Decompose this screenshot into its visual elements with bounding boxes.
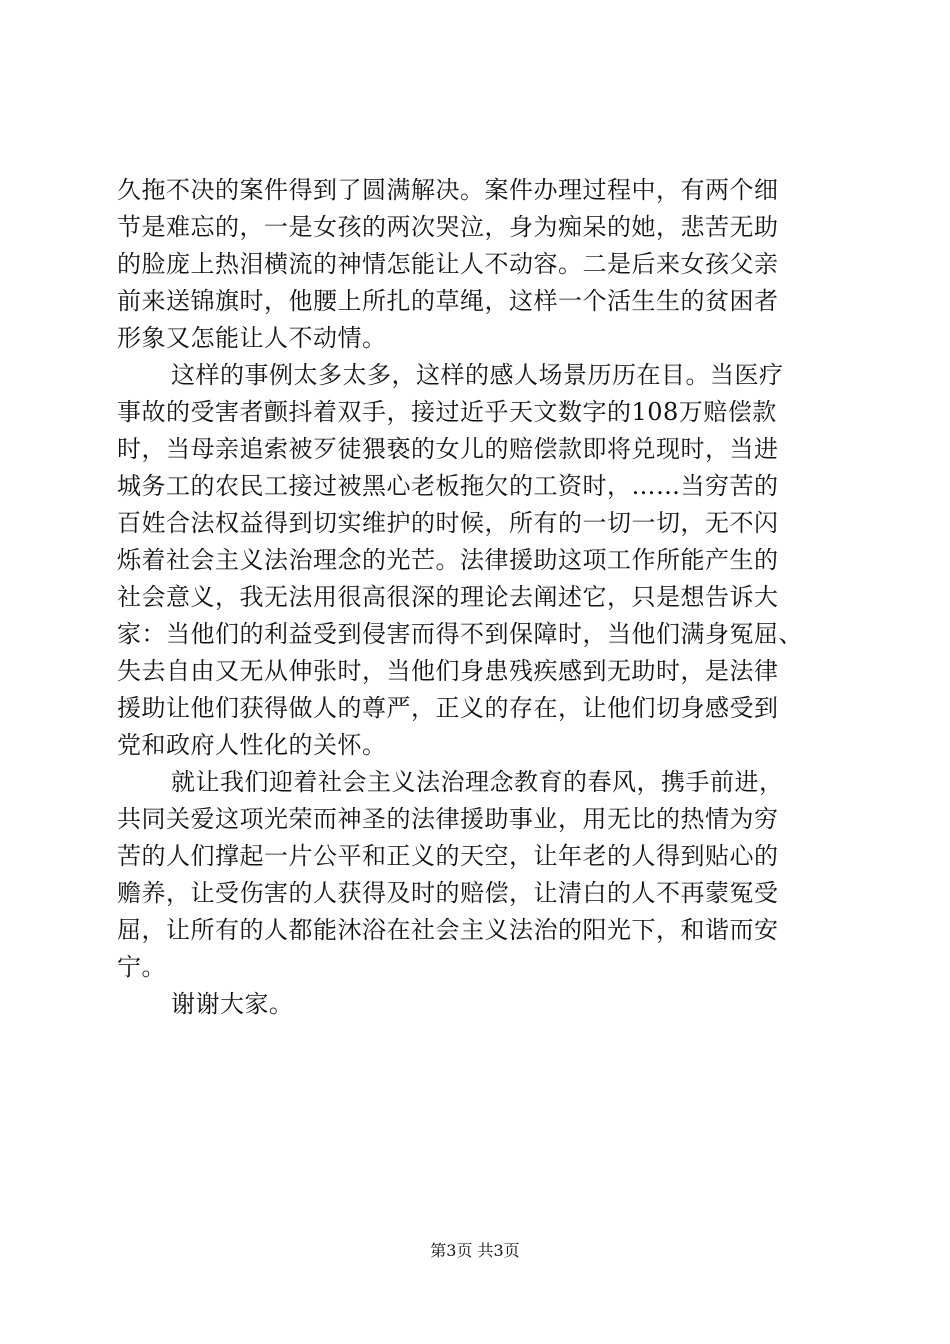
- body-text: [117, 172, 832, 1023]
- text-line: 节是难忘的，一是女孩的两次哭泣，身为痴呆的她，悲苦无助: [117, 213, 779, 241]
- closing-line: 谢谢大家。: [171, 990, 294, 1018]
- page-footer: 第3页 共3页: [430, 1241, 520, 1260]
- text-line: 宁。: [117, 953, 166, 981]
- text-line: 城务工的农民工接过被黑心老板拖欠的工资时，……当穷苦的: [117, 472, 779, 500]
- paragraph-start-line: 就让我们迎着社会主义法治理念教育的春风，携手前进，: [171, 768, 784, 796]
- text-line: 百姓合法权益得到切实维护的时候，所有的一切一切，无不闪: [117, 509, 779, 537]
- text-line: 援助让他们获得做人的尊严，正义的存在，让他们切身感受到: [117, 694, 779, 722]
- text-line: 失去自由又无从伸张时，当他们身患残疾感到无助时，是法律: [117, 657, 779, 685]
- text-line: 时，当母亲追索被歹徒猥亵的女儿的赔偿款即将兑现时，当进: [117, 435, 779, 463]
- text-line: 烁着社会主义法治理念的光芒。法律援助这项工作所能产生的: [117, 546, 779, 574]
- text-line: 事故的受害者颤抖着双手，接过近乎天文数字的108万赔偿款: [117, 398, 777, 426]
- text-line: 久拖不决的案件得到了圆满解决。案件办理过程中，有两个细: [117, 176, 779, 204]
- text-line: 家：当他们的利益受到侵害而得不到保障时，当他们满身冤屈、: [117, 620, 803, 648]
- paragraph-start-line: 这样的事例太多太多，这样的感人场景历历在目。当医疗: [171, 361, 784, 389]
- text-line: 党和政府人性化的关怀。: [117, 731, 387, 759]
- text-line: 苦的人们撑起一片公平和正义的天空，让年老的人得到贴心的: [117, 842, 779, 870]
- text-line: 形象又怎能让人不动情。: [117, 324, 387, 352]
- text-line: 社会意义，我无法用很高很深的理论去阐述它，只是想告诉大: [117, 583, 779, 611]
- text-line: 共同关爱这项光荣而神圣的法律援助事业，用无比的热情为穷: [117, 805, 779, 833]
- text-line: 的脸庞上热泪横流的神情怎能让人不动容。二是后来女孩父亲: [117, 250, 779, 278]
- text-line: 前来送锦旗时，他腰上所扎的草绳，这样一个活生生的贫困者: [117, 287, 779, 315]
- text-line: 赡养，让受伤害的人获得及时的赔偿，让清白的人不再蒙冤受: [117, 879, 779, 907]
- text-line: 屈，让所有的人都能沐浴在社会主义法治的阳光下，和谐而安: [117, 916, 779, 944]
